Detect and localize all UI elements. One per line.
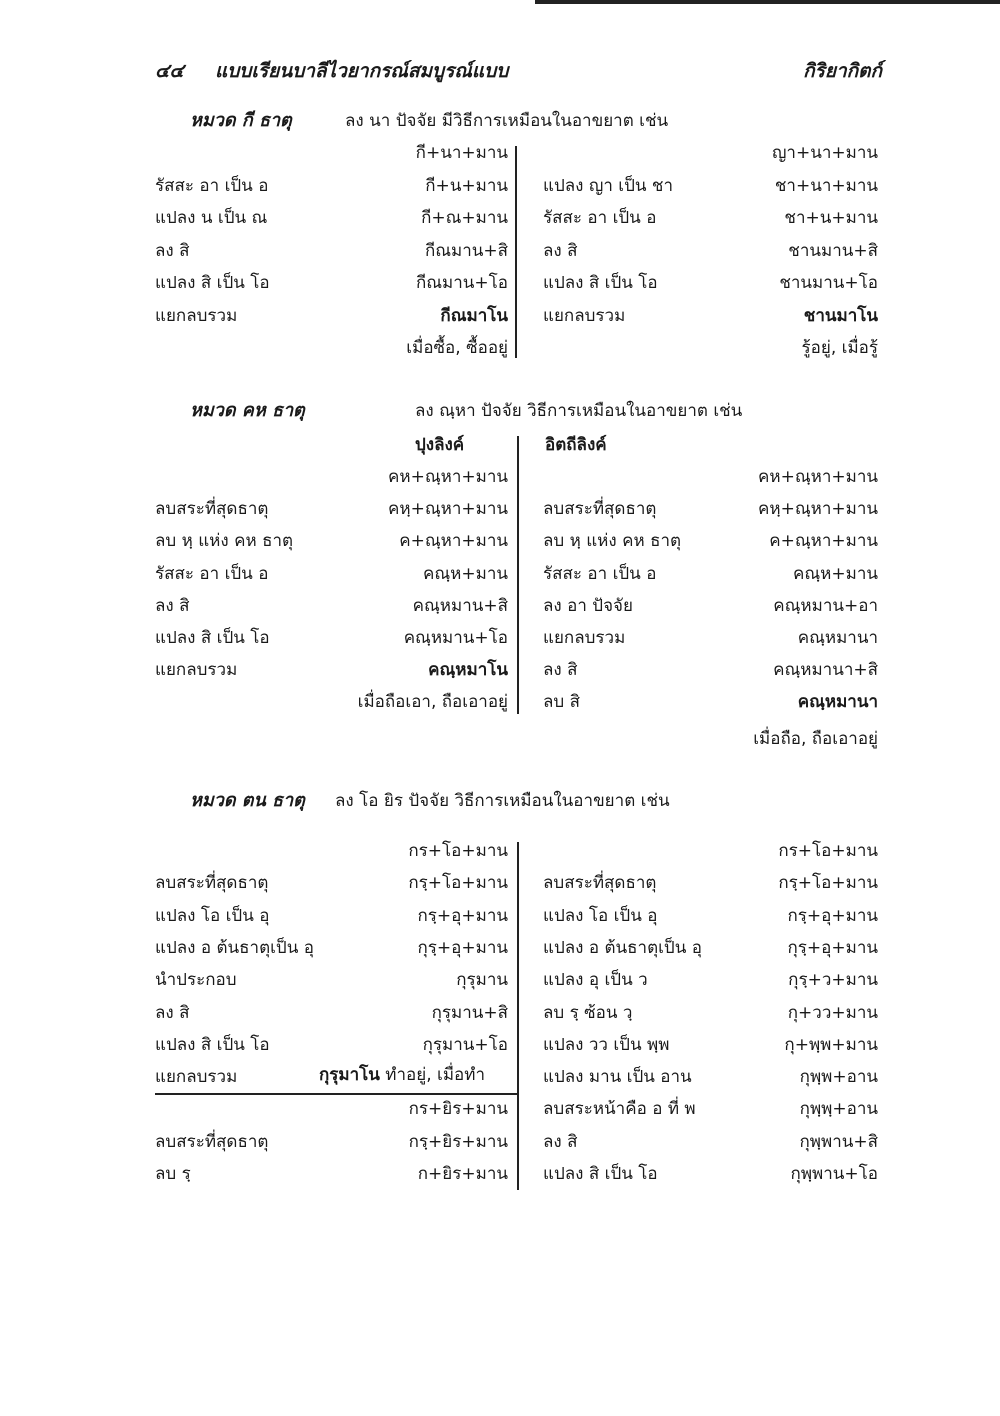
fem-form: คณฺหมานา+สิ (773, 660, 878, 681)
step-label: แปลง สิ เป็น โอ (543, 273, 658, 293)
masc-form: กี+น+มาน (425, 175, 508, 196)
fem-form: คหฺ+ณฺหา+มาน (758, 499, 878, 520)
step-label: รัสสะ อา เป็น อ (155, 175, 269, 196)
step-label: แปลง ญา เป็น ชา (543, 175, 674, 196)
fem-form: กุรฺ+อุ+มาน (787, 937, 878, 958)
masc-form: กุรุมาน+โอ (422, 1034, 508, 1055)
masc-form: เมื่อซื้อ, ซื้ออยู่ (406, 338, 508, 358)
fem-form: คห+ณฺหา+มาน (758, 467, 878, 487)
step-label: ลบ หฺ แห่ง คห ธาตุ (543, 531, 682, 552)
section-title-kaha: หมวด คห ธาตุ (190, 400, 305, 421)
step-label: ลบสระที่สุดธาตุ (155, 499, 269, 520)
fem-form: กุ+พฺพ+มาน (784, 1034, 878, 1055)
step-label: แยกลบรวม (155, 660, 238, 681)
masc-form: กีณมาโน (440, 305, 508, 326)
step-label: แปลง น เป็น ณ (155, 208, 268, 228)
masc-form: กรฺ+โอ+มาน (408, 873, 508, 894)
fem-form: ชานมาน+สิ (788, 240, 878, 261)
masc-form: กุรฺ+อุ+มาน (417, 937, 508, 958)
column-divider (515, 146, 517, 358)
column-divider (517, 436, 519, 714)
feminine-header: อิตถีลิงค์ (545, 435, 607, 455)
fem-form: ชา+น+มาน (784, 208, 878, 228)
masculine-header: ปุงลิงค์ (415, 435, 465, 455)
masc-form: คหฺ+ณฺหา+มาน (388, 499, 508, 520)
masc-form: กีณมาน+สิ (424, 240, 508, 261)
step-label: รัสสะ อา เป็น อ (155, 563, 269, 584)
step-label: แปลง สิ เป็น โอ (155, 273, 270, 293)
column-divider (517, 842, 519, 1190)
step-label: ลบสระที่สุดธาตุ (155, 1131, 269, 1152)
step-label: แยกลบรวม (543, 628, 626, 648)
fem-form: ชา+นา+มาน (774, 175, 878, 196)
step-label: นำประกอบ (155, 970, 237, 991)
step-label: แปลง มาน เป็น อาน (543, 1067, 692, 1088)
step-label: แปลง วว เป็น พฺพ (543, 1034, 670, 1055)
result-meaning: ทำอยู่, เมื่อทำ (385, 1065, 485, 1085)
step-label: ลง สิ (155, 240, 190, 261)
masc-form: กรฺ+อุ+มาน (417, 905, 508, 926)
step-label: ลง อา ปัจจัย (543, 595, 633, 616)
step-label: แยกลบรวม (543, 305, 626, 326)
fem-form: คณฺหมาน+อา (773, 595, 878, 616)
step-label: แปลง โอ เป็น อุ (543, 905, 658, 926)
step-label: ลบ รฺ ซ้อน วฺ (543, 1002, 633, 1023)
masc-form: กี+ณ+มาน (421, 208, 508, 228)
section-title-ki: หมวด กี ธาตุ (190, 110, 292, 131)
step-label: ลง สิ (155, 595, 190, 616)
step-label: ลง สิ (543, 1131, 578, 1152)
step-label: รัสสะ อา เป็น อ (543, 208, 657, 228)
chapter-title: กิริยากิตก์ (803, 60, 882, 82)
fem-form: กุพฺพาน+โอ (790, 1164, 878, 1184)
fem-form: กรฺ+โอ+มาน (778, 873, 878, 894)
masc-form: กร+ยิร+มาน (408, 1099, 508, 1120)
fem-form: กุพฺพาน+สิ (799, 1131, 878, 1152)
sub-divider (155, 1093, 517, 1095)
masc-form: กุรุมาน+สิ (431, 1002, 508, 1023)
masc-form: กี+นา+มาน (415, 143, 508, 163)
fem-form: กุรฺ+ว+มาน (788, 970, 878, 991)
book-title: แบบเรียนบาลีไวยากรณ์สมบูรณ์แบบ (215, 60, 509, 82)
step-label: ลบสระหน้าคือ อ ที่ พ (543, 1099, 696, 1120)
step-label: รัสสะ อา เป็น อ (543, 563, 657, 584)
fem-form: กร+โอ+มาน (778, 841, 878, 861)
fem-form: กุ+วว+มาน (787, 1002, 878, 1023)
masc-form: คณฺหมาน+โอ (403, 628, 508, 648)
step-label: ลบ รฺ (155, 1164, 191, 1184)
step-label: แปลง สิ เป็น โอ (155, 628, 270, 648)
step-label: แปลง โอ เป็น อุ (155, 905, 270, 926)
step-label: ลง สิ (155, 1002, 190, 1023)
fem-form: คณฺหมานา (797, 692, 878, 713)
fem-form: กรฺ+อุ+มาน (787, 905, 878, 926)
step-label: ลง สิ (543, 240, 578, 261)
feminine-meaning: เมื่อถือ, ถือเอาอยู่ (753, 729, 878, 749)
step-label: ลบสระที่สุดธาตุ (543, 873, 657, 894)
section-title-tana: หมวด ตน ธาตุ (190, 790, 305, 811)
masc-form: กีณมาน+โอ (415, 273, 508, 293)
fem-form: ชานมาโน (803, 305, 878, 326)
step-label: แปลง อ ต้นธาตุเป็น อุ (543, 937, 702, 958)
step-label: แปลง อุ เป็น ว (543, 970, 648, 991)
masc-form: กร+โอ+มาน (408, 841, 508, 861)
masc-form: กุรุมาน (456, 970, 508, 991)
fem-form: คณฺหมานา (797, 628, 878, 648)
fem-form: ชานมาน+โอ (779, 273, 878, 293)
masc-form: กรฺ+ยิร+มาน (408, 1131, 508, 1152)
fem-form: กุพฺพ+อาน (799, 1067, 878, 1088)
result-line (319, 1064, 485, 1086)
step-label: แยกลบรวม (155, 1067, 238, 1088)
fem-form: คณฺห+มาน (793, 563, 878, 584)
masc-form: คณฺห+มาน (423, 563, 508, 584)
step-label: ลง สิ (543, 660, 578, 681)
masc-form: คณฺหมาน+สิ (412, 595, 508, 616)
fem-form: กุพฺพฺ+อาน (799, 1099, 878, 1120)
step-label: ลบสระที่สุดธาตุ (543, 499, 657, 520)
step-label: ลบ หฺ แห่ง คห ธาตุ (155, 531, 294, 552)
masc-form: คณฺหมาโน (428, 660, 508, 681)
step-label: แปลง อ ต้นธาตุเป็น อุ (155, 937, 314, 958)
step-label: ลบสระที่สุดธาตุ (155, 873, 269, 894)
page-number: ๔๔ (155, 60, 184, 82)
section-intro-tana: ลง โอ ยิร ปัจจัย วิธีการเหมือนในอาขยาต เช่น (335, 791, 670, 811)
section-intro-ki: ลง นา ปัจจัย มีวิธีการเหมือนในอาขยาต เช่น (345, 111, 669, 131)
top-rule (535, 0, 1000, 4)
masc-form: เมื่อถือเอา, ถือเอาอยู่ (357, 692, 508, 713)
masc-form: ก+ยิร+มาน (417, 1164, 508, 1184)
result-word: กุรุมาโน (318, 1065, 380, 1085)
masc-form: ค+ณฺหา+มาน (399, 531, 508, 552)
fem-form: ญา+นา+มาน (771, 143, 878, 163)
step-label: แยกลบรวม (155, 305, 238, 326)
step-label: แปลง สิ เป็น โอ (155, 1034, 270, 1055)
fem-form: รู้อยู่, เมื่อรู้ (801, 338, 878, 358)
masc-form: คห+ณฺหา+มาน (388, 467, 508, 487)
fem-form: ค+ณฺหา+มาน (769, 531, 878, 552)
section-intro-kaha: ลง ณฺหา ปัจจัย วิธีการเหมือนในอาขยาต เช่น (415, 401, 743, 421)
step-label: ลบ สิ (543, 692, 580, 713)
step-label: แปลง สิ เป็น โอ (543, 1164, 658, 1184)
